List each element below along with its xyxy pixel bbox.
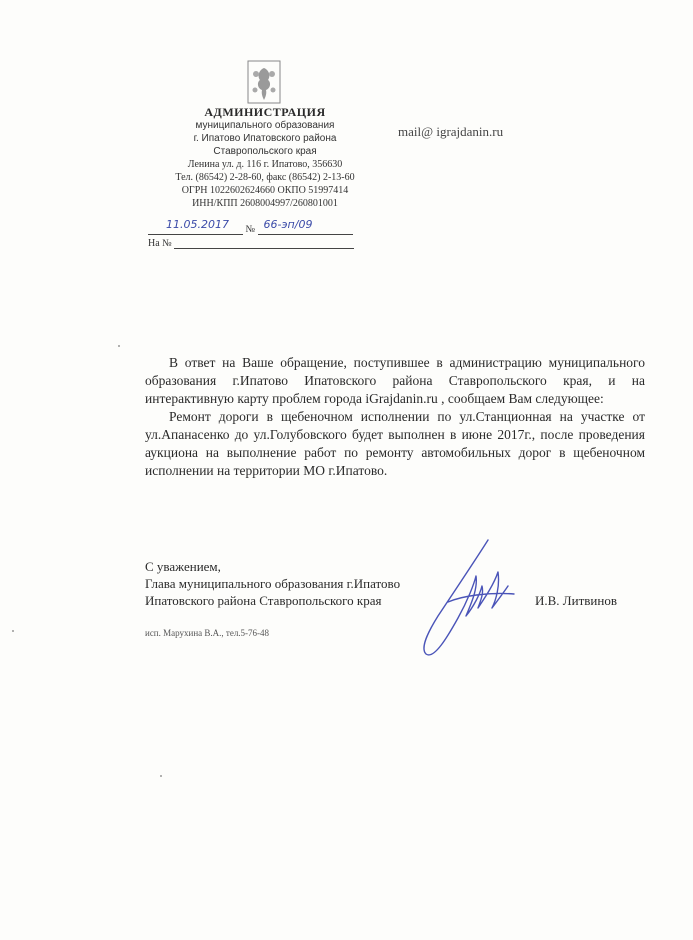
handwritten-signature bbox=[418, 536, 518, 666]
scan-speck bbox=[118, 345, 120, 347]
number-label: № bbox=[245, 224, 256, 235]
ogrn-line: ОГРН 1022602624660 ОКПО 51997414 bbox=[181, 185, 349, 196]
letterhead bbox=[150, 106, 380, 210]
body-paragraph: В ответ на Ваше обращение, поступившее в администрацию муниципального образования г.Ипатово Ипатовского района Ставропольского края, и на интерактивную карту проблем города iGrajdanin.ru , сообщаем Вам следующее: bbox=[145, 355, 645, 406]
handwritten-number: 66-эп/09 bbox=[263, 218, 313, 231]
body-paragraph: Ремонт дороги в щебеночном исполнении по ул.Станционная на участке от ул.Апанасенко до ул.Голубовского будет выполнен в июне 2017г., после проведения аукциона на выполнение работ по ремонту автомобильных дорог в щебеночном исполнении на территории МО г.Ипатово. bbox=[145, 409, 645, 478]
email-address: mail@ igrajdanin.ru bbox=[398, 124, 504, 139]
letter-body bbox=[145, 354, 645, 480]
scan-speck bbox=[160, 775, 162, 777]
scan-speck bbox=[12, 630, 14, 632]
ref-line bbox=[174, 238, 354, 249]
letterhead-line: г. Ипатово Ипатовского района bbox=[193, 133, 337, 144]
outgoing-ref-row bbox=[148, 218, 353, 235]
handwritten-date: 11.05.2017 bbox=[166, 218, 229, 231]
ref-label: На № bbox=[148, 238, 172, 249]
executor-note: исп. Марухина В.А., тел.5-76-48 bbox=[145, 628, 270, 638]
regards-text: С уважением, bbox=[145, 559, 221, 574]
position-line: Ипатовского района Ставропольского края bbox=[145, 593, 382, 608]
inn-line: ИНН/КПП 2608004997/260801001 bbox=[192, 198, 338, 209]
coat-of-arms-emblem bbox=[247, 60, 281, 104]
date-line bbox=[148, 218, 243, 235]
letterhead-line: Ставропольского края bbox=[213, 146, 317, 157]
position-line: Глава муниципального образования г.Ипатово bbox=[145, 576, 401, 591]
closing-block bbox=[145, 558, 400, 609]
signer-name: И.В. Литвинов bbox=[535, 593, 617, 608]
address-line: Ленина ул. д. 116 г. Ипатово, 356630 bbox=[187, 159, 343, 170]
number-line bbox=[258, 218, 353, 235]
incoming-ref-row bbox=[148, 238, 354, 249]
letterhead-line: муниципального образования bbox=[195, 120, 335, 131]
phone-line: Тел. (86542) 2-28-60, факс (86542) 2-13-60 bbox=[175, 172, 355, 183]
org-title: АДМИНИСТРАЦИЯ bbox=[204, 105, 326, 119]
